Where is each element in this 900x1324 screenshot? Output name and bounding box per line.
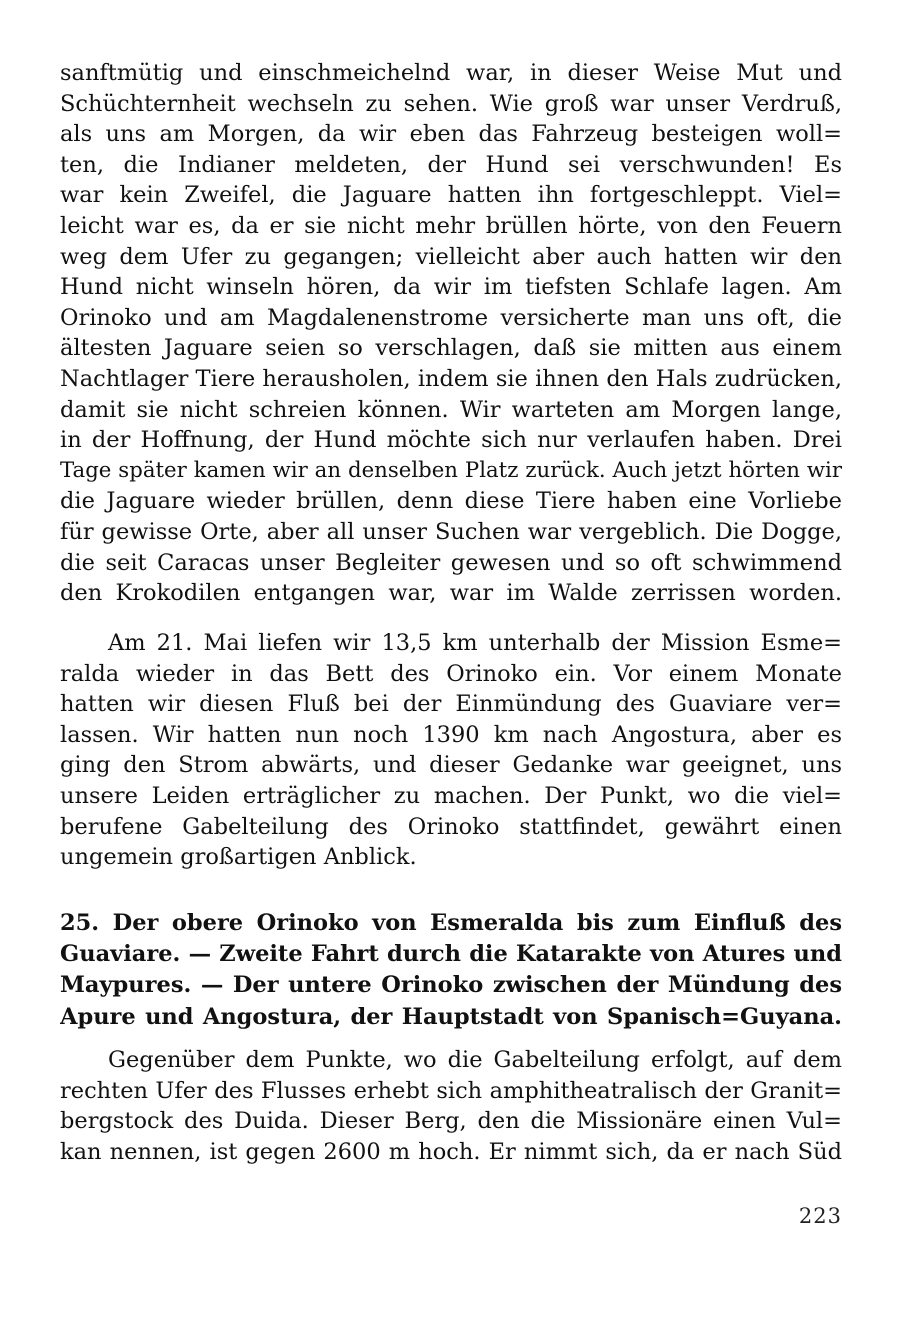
- text-line: hatten wir diesen Fluß bei der Einmündung des Guaviare ver=: [60, 691, 842, 718]
- text-line: damit sie nicht schreien können. Wir warteten am Morgen lange,: [60, 396, 842, 423]
- text-line: Tage später kamen wir an denselben Platz zurück. Auch jetzt hörten wir: [60, 457, 842, 483]
- text-line: Gegenüber dem Punkte, wo die Gabelteilung erfolgt, auf dem: [108, 1047, 842, 1073]
- text-line: in der Hoffnung, der Hund möchte sich nur verlaufen haben. Drei: [60, 427, 842, 454]
- text-line: Orinoko und am Magdalenenstrome versicherte man uns oft, die: [60, 304, 842, 331]
- paragraph-esmeralda: [60, 628, 842, 873]
- text-line: war kein Zweifel, die Jaguare hatten ihn fortgeschleppt. Viel=: [60, 182, 842, 209]
- text-line: lassen. Wir hatten nun noch 1390 km nach Angostura, aber es: [60, 721, 842, 748]
- text-line: rechten Ufer des Flusses erhebt sich amphitheatralisch der Granit=: [60, 1077, 842, 1104]
- text-line: die Jaguare wieder brüllen, denn diese Tiere haben eine Vorliebe: [60, 488, 842, 515]
- text-line: die seit Caracas unser Begleiter gewesen und so oft schwimmend: [60, 549, 842, 576]
- text-line: kan nennen, ist gegen 2600 m hoch. Er nimmt sich, da er nach Süd: [60, 1138, 842, 1165]
- page-number: 223: [798, 1204, 842, 1228]
- text-line: Hund nicht winseln hören, da wir im tiefsten Schlafe lagen. Am: [60, 274, 842, 301]
- text-line: bergstock des Duida. Dieser Berg, den die Missionäre einen Vul=: [60, 1108, 842, 1135]
- text-line: berufene Gabelteilung des Orinoko stattfindet, gewährt einen: [60, 813, 842, 840]
- text-line: ralda wieder in das Bett des Orinoko ein. Vor einem Monate: [60, 660, 842, 687]
- text-line: als uns am Morgen, da wir eben das Fahrzeug besteigen woll=: [60, 121, 842, 148]
- text-line: Schüchternheit wechseln zu sehen. Wie groß war unser Verdruß,: [60, 90, 842, 117]
- paragraph-duida: [60, 1045, 842, 1167]
- text-line: sanftmütig und einschmeichelnd war, in dieser Weise Mut und: [60, 60, 842, 86]
- heading-line: 25. Der obere Orinoko von Esmeralda bis zum Einfluß des: [60, 910, 842, 936]
- text-line: leicht war es, da er sie nicht mehr brüllen hörte, von den Feuern: [60, 212, 842, 239]
- text-line: ungemein großartigen Anblick.: [60, 844, 417, 871]
- chapter-heading: [60, 908, 842, 1033]
- heading-line: Apure und Angostura, der Hauptstadt von Spanisch=Guyana.: [60, 1003, 842, 1030]
- text-line: ältesten Jaguare seien so verschlagen, daß sie mitten aus einem: [60, 335, 842, 362]
- text-line: für gewisse Orte, aber all unser Suchen war vergeblich. Die Dogge,: [60, 518, 842, 545]
- text-line: Am 21. Mai liefen wir 13,5 km unterhalb der Mission Esme=: [108, 630, 842, 656]
- text-line: den Krokodilen entgangen war, war im Walde zerrissen worden.: [60, 580, 842, 607]
- text-line: Nachtlager Tiere herausholen, indem sie ihnen den Hals zudrücken,: [60, 365, 842, 392]
- paragraph-jaguar-dog: [60, 58, 842, 609]
- text-line: ten, die Indianer meldeten, der Hund sei verschwunden! Es: [60, 151, 842, 178]
- heading-line: Guaviare. — Zweite Fahrt durch die Katarakte von Atures und: [60, 941, 842, 968]
- text-line: unsere Leiden erträglicher zu machen. Der Punkt, wo die viel=: [60, 782, 842, 809]
- heading-line: Maypures. — Der untere Orinoko zwischen der Mündung des: [60, 972, 842, 999]
- text-line: weg dem Ufer zu gegangen; vielleicht aber auch hatten wir den: [60, 243, 842, 270]
- text-line: ging den Strom abwärts, und dieser Gedanke war geeignet, uns: [60, 752, 842, 779]
